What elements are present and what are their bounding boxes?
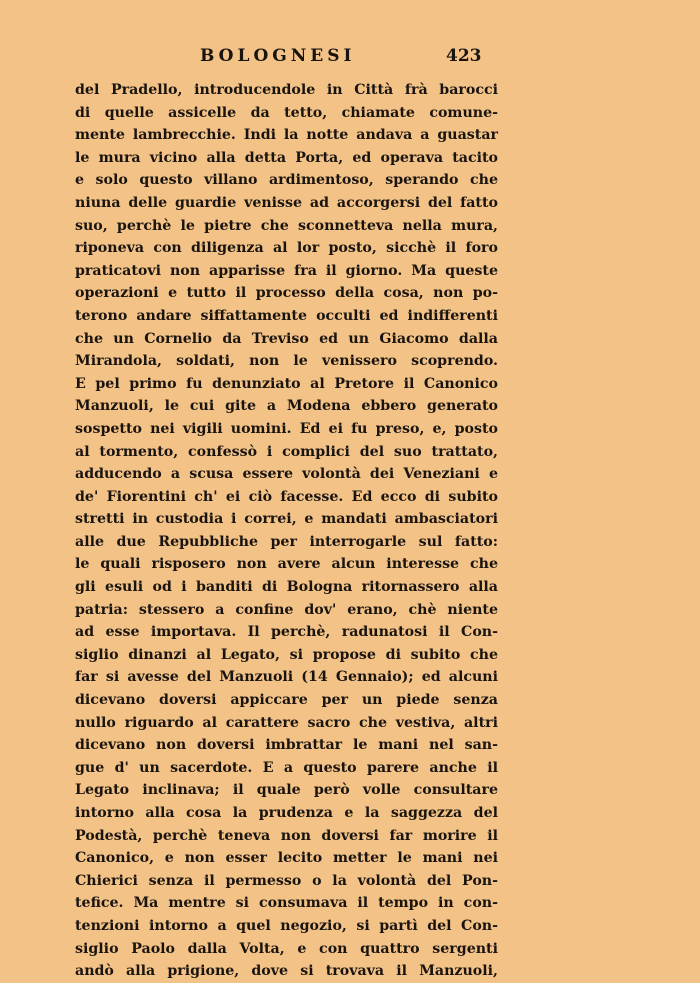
text-line: dicevano doversi appiccare per un piede senza [75, 692, 498, 709]
text-line: suo, perchè le pietre che sconnetteva nella mura, [75, 217, 498, 234]
text-line: sospetto nei vigili uomini. Ed ei fu preso, e, posto [75, 420, 498, 437]
text-line: Podestà, perchè teneva non doversi far morire il [75, 827, 498, 844]
text-line: far si avesse del Manzuoli (14 Gennaio); ed alcuni [75, 669, 498, 686]
text-line: ad esse importava. Il perchè, radunatosi il Con- [75, 624, 498, 641]
text-line: Mirandola, soldati, non le venissero scoprendo. [75, 353, 498, 370]
text-line: siglio Paolo dalla Volta, e con quattro sergenti [75, 940, 498, 957]
page-header [75, 46, 487, 70]
text-line: gue d' un sacerdote. E a questo parere anche il [75, 759, 498, 776]
text-line: Manzuoli, le cui gite a Modena ebbero generato [75, 398, 498, 415]
text-line: Canonico, e non esser lecito metter le mani nei [75, 850, 498, 867]
text-line: alle due Repubbliche per interrogarle sul fatto: [75, 533, 498, 550]
text-line: del Pradello, introducendole in Città frà barocci [75, 82, 498, 98]
text-line: tenzioni intorno a quel negozio, si partì del Con- [75, 917, 498, 934]
text-line: Chierici senza il permesso o la volontà del Pon- [75, 872, 498, 889]
text-line: gli esuli od i banditi di Bologna ritornassero alla [75, 579, 498, 596]
text-line: operazioni e tutto il processo della cosa, non po- [75, 285, 498, 302]
text-line: stretti in custodia i correi, e mandati ambasciatori [75, 511, 498, 528]
text-line: andò alla prigione, dove si trovava il Manzuoli, [75, 963, 498, 980]
text-line: praticatovi non apparisse fra il giorno. Ma queste [75, 262, 498, 279]
text-line: E pel primo fu denunziato al Pretore il Canonico [75, 375, 498, 392]
text-line: Legato inclinava; il quale però volle consultare [75, 782, 498, 799]
text-line: e solo questo villano ardimentoso, sperando che [75, 172, 498, 189]
body-text [75, 79, 498, 983]
text-line: mente lambrecchie. Indi la notte andava a guastar [75, 127, 498, 144]
text-line: intorno alla cosa la prudenza e la saggezza del [75, 805, 498, 821]
text-line: patria: stessero a confine dov' erano, chè niente [75, 601, 498, 618]
text-line: siglio dinanzi al Legato, si propose di subito che [75, 646, 498, 663]
text-line: dicevano non doversi imbrattar le mani nel san- [75, 737, 498, 754]
text-line: le quali risposero non avere alcun interesse che [75, 556, 498, 573]
text-line: terono andare siffattamente occulti ed indifferenti [75, 307, 498, 324]
text-line: nullo riguardo al carattere sacro che vestiva, altri [75, 714, 498, 731]
running-title: BOLOGNESI [200, 46, 356, 66]
page-number: 423 [446, 46, 482, 66]
text-line: niuna delle guardie venisse ad accorgersi del fatto [75, 194, 498, 211]
text-line: riponeva con diligenza al lor posto, sicchè il foro [75, 240, 498, 257]
text-line: le mura vicino alla detta Porta, ed operava tacito [75, 149, 498, 166]
text-line: di quelle assicelle da tetto, chiamate comune- [75, 104, 498, 121]
text-line: che un Cornelio da Treviso ed un Giacomo dalla [75, 330, 498, 347]
text-line: adducendo a scusa essere volontà dei Veneziani e [75, 466, 498, 483]
text-line: de' Fiorentini ch' ei ciò facesse. Ed ecco di subito [75, 488, 498, 505]
text-line: tefice. Ma mentre si consumava il tempo in con- [75, 895, 498, 912]
text-line: al tormento, confessò i complici del suo trattato, [75, 443, 498, 460]
